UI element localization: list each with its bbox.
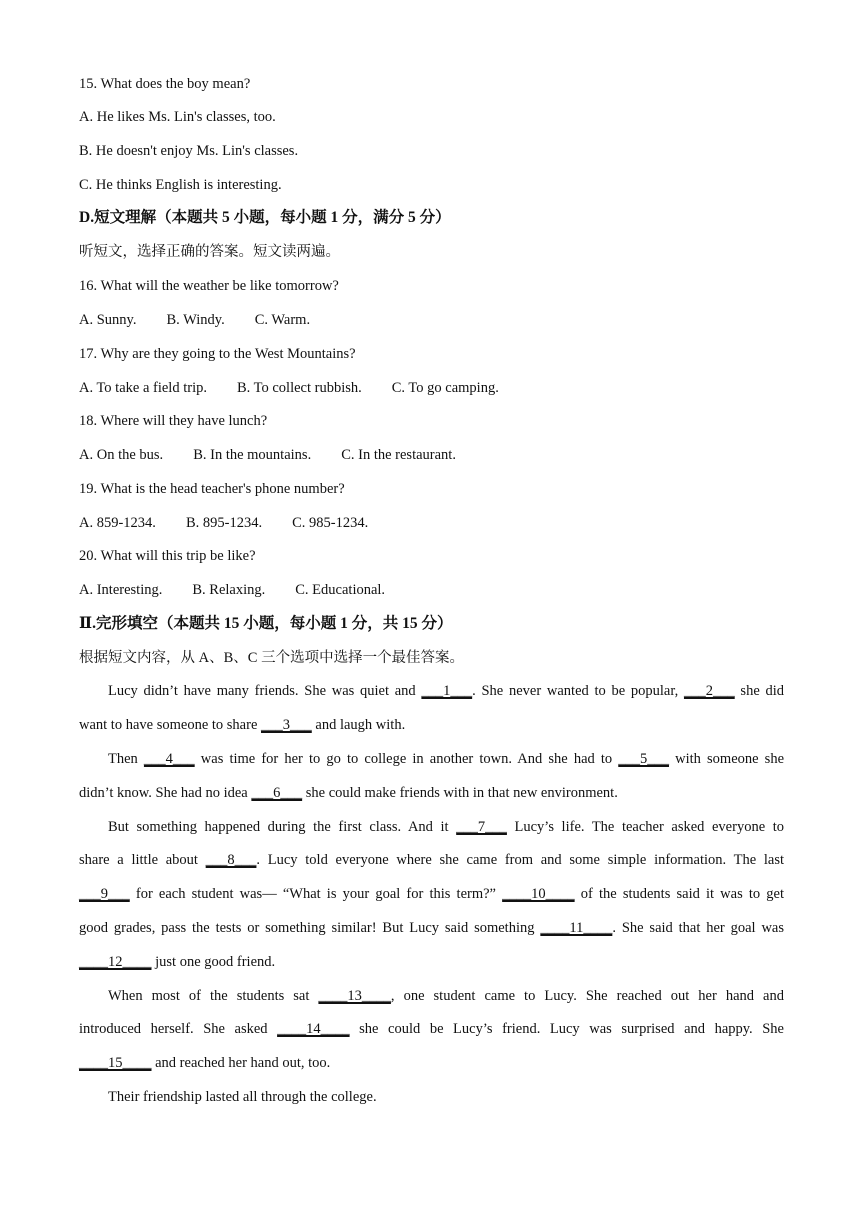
passage-line: didn’t know. She had no idea ___6___ she could make friends with in that new environment. [79,785,618,801]
question-15: 15. What does the boy mean? [79,76,251,92]
passage-line: Lucy didn’t have many friends. She was quiet and ___1___. She never wanted to be popular, ___2___ she did [108,683,785,699]
q18-options [79,445,456,465]
passage-line: ___9___ for each student was— “What is your goal for this term?” ____10____ of the students said it was to get [79,886,784,902]
blank-13: ____13____ [318,988,391,1004]
q19-options [79,513,368,533]
q16-option-a: A. Sunny. [79,312,137,328]
q15-option-c: C. He thinks English is interesting. [79,177,282,193]
passage-line: good grades, pass the tests or something similar! But Lucy said something ____11____. She said that her goal was [79,920,784,936]
passage-line: want to have someone to share ___3___ and laugh with. [79,717,406,733]
q17-option-b: B. To collect rubbish. [236,380,362,396]
passage-line: Then ___4___ was time for her to go to college in another town. And she had to ___5___ with someone she [108,751,785,767]
q17-options [79,378,499,398]
q16-options [79,310,310,330]
blank-3: ___3___ [261,717,312,733]
q20-options [79,580,385,600]
question-20: 20. What will this trip be like? [79,548,256,564]
q20-option-c: C. Educational. [295,582,386,598]
section-ii-instruction: 根据短文内容，从 A、B、C 三个选项中选择一个最佳答案。 [79,650,465,666]
q20-option-b: B. Relaxing. [192,582,266,598]
blank-2: ___2___ [683,683,735,699]
q18-option-a: A. On the bus. [79,447,164,463]
q19-option-b: B. 895-1234. [185,515,263,531]
q16-option-c: C. Warm. [254,312,311,328]
passage-line: ____12____ just one good friend. [79,954,276,970]
q18-option-b: B. In the mountains. [193,447,312,463]
q16-option-b: B. Windy. [166,312,225,328]
blank-8: ___8___ [205,852,257,868]
blank-11: ____11____ [540,920,613,936]
q19-option-c: C. 985-1234. [292,515,369,531]
q17-option-a: A. To take a field trip. [79,380,207,396]
blank-6: ___6___ [251,785,303,801]
passage-line: But something happened during the first class. And it ___7___ Lucy’s life. The teacher asked everyone to [108,819,784,835]
blank-15: ____15____ [79,1055,152,1071]
blank-9: ___9___ [79,886,130,902]
blank-7: ___7___ [456,819,507,835]
blank-10: ____10____ [502,886,575,902]
blank-1: ___1___ [421,683,473,699]
q15-option-b: B. He doesn't enjoy Ms. Lin's classes. [79,143,299,159]
section-d-instruction: 听短文，选择正确的答案。短文读两遍。 [79,244,340,260]
question-16: 16. What will the weather be like tomorrow? [79,278,339,294]
question-19: 19. What is the head teacher's phone number? [79,481,345,497]
question-17: 17. Why are they going to the West Mountains? [79,346,356,362]
passage-line: When most of the students sat ____13____, one student came to Lucy. She reached out her hand and [108,988,784,1004]
q18-option-c: C. In the restaurant. [341,447,456,463]
blank-14: ____14____ [277,1021,350,1037]
blank-4: ___4___ [143,751,195,767]
section-ii-heading: Ⅱ.完形填空（本题共 15 小题，每小题 1 分，共 15 分） [79,615,453,632]
blank-12: ____12____ [79,954,152,970]
passage-line: Their friendship lasted all through the college. [108,1089,377,1105]
section-d-heading: D.短文理解（本题共 5 小题，每小题 1 分，满分 5 分） [79,209,451,226]
q20-option-a: A. Interesting. [79,582,163,598]
q15-option-a: A. He likes Ms. Lin's classes, too. [79,109,276,125]
q19-option-a: A. 859-1234. [79,515,156,531]
passage-line: ____15____ and reached her hand out, too. [79,1055,331,1071]
q17-option-c: C. To go camping. [391,380,499,396]
blank-5: ___5___ [618,751,670,767]
passage-line: introduced herself. She asked ____14____ she could be Lucy’s friend. Lucy was surprised and happy. She [79,1021,784,1037]
question-18: 18. Where will they have lunch? [79,413,268,429]
passage-line: share a little about ___8___. Lucy told everyone where she came from and some simple information. The last [79,852,784,868]
